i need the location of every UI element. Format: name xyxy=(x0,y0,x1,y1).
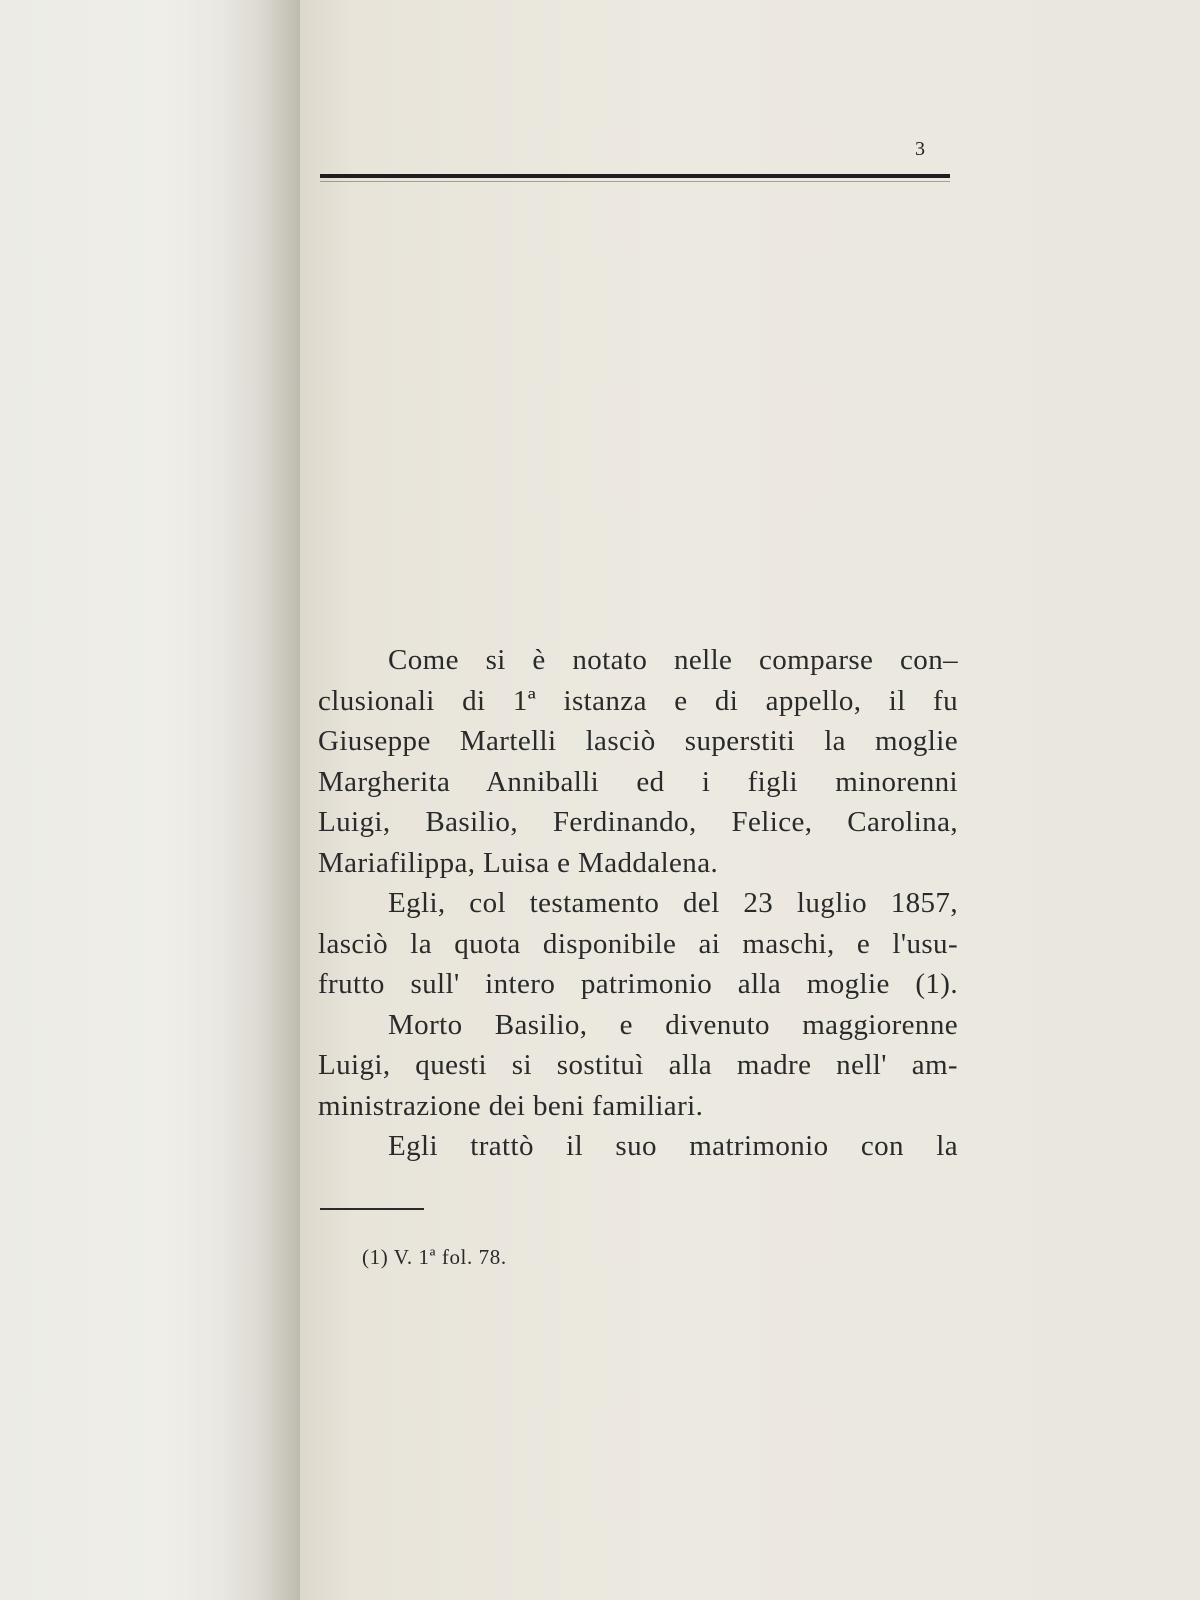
text-line: Egli, col testamento del 23 luglio 1857, xyxy=(388,887,958,919)
header-rule-thin xyxy=(320,181,950,182)
text-line: Giuseppe Martelli lasciò superstiti la moglie xyxy=(318,725,958,757)
text-line: Mariafilippa, Luisa e Maddalena. xyxy=(318,846,719,879)
text-line: clusionali di 1ª istanza e di appello, il fu xyxy=(318,684,958,717)
text-line: Morto Basilio, e divenuto maggiorenne xyxy=(388,1008,958,1041)
footnote-rule xyxy=(320,1208,424,1210)
text-line: ministrazione dei beni familiari. xyxy=(318,1089,704,1122)
page-number: 3 xyxy=(915,138,925,160)
text-line: lasciò la quota disponibile ai maschi, e l'usu- xyxy=(318,927,958,960)
text-line: Luigi, Basilio, Ferdinando, Felice, Carolina, xyxy=(318,806,958,838)
text-line: Margherita Anniballi ed i figli minorenni xyxy=(318,765,958,798)
text-line: Luigi, questi si sostituì alla madre nell' am- xyxy=(318,1049,958,1081)
book-gutter xyxy=(222,0,302,1600)
body-text xyxy=(318,640,958,1167)
footnote: (1) V. 1ª fol. 78. xyxy=(362,1245,507,1269)
text-line: Egli trattò il suo matrimonio con la xyxy=(388,1130,958,1162)
header-rule xyxy=(320,174,950,178)
text-line: Come si è notato nelle comparse con– xyxy=(388,644,958,676)
text-line: frutto sull' intero patrimonio alla moglie (1). xyxy=(318,968,958,1000)
